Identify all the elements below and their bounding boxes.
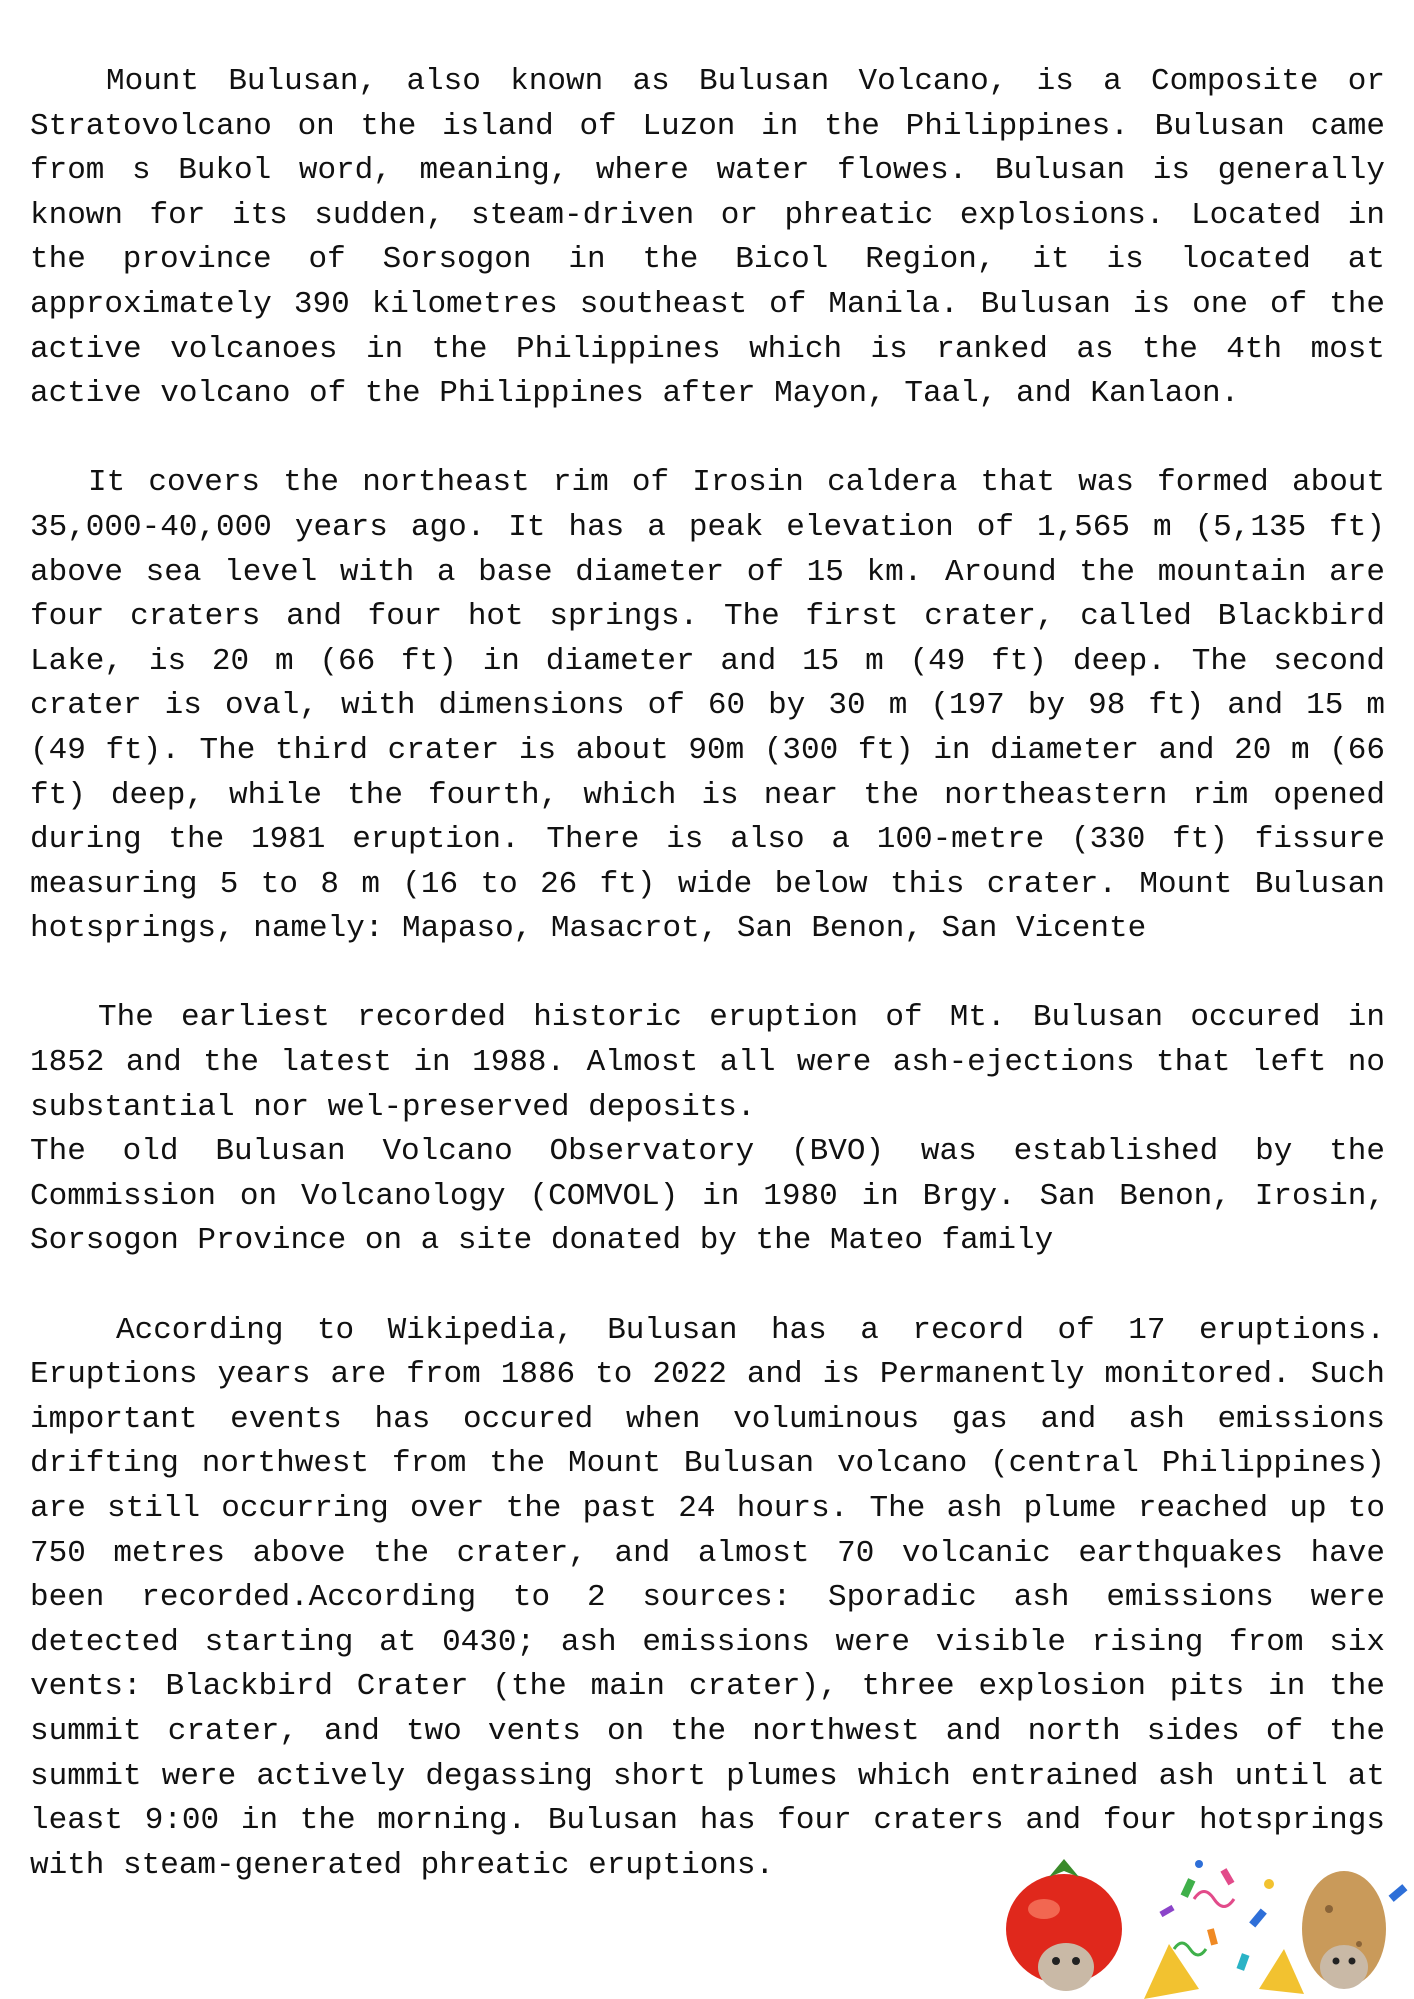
potato-cat-icon	[1302, 1871, 1407, 1989]
document-page	[30, 60, 1385, 1888]
tomato-cat-icon	[1006, 1859, 1122, 1991]
paragraph-gap	[30, 1264, 1385, 1309]
paragraph-2: It covers the northeast rim of Irosin caldera that was formed about 35,000-40,000 years ago. It has a peak elevation of 1,565 m (5,135 ft) above sea level with a base diameter of 15 km. Around the mountain are four craters and four hot springs. The first crater, called Blackbird Lake, is 20 m (66 ft) in diameter and 15 m (49 ft) deep. The second crater is oval, with dimensions of 60 by 30 m (197 by 98 ft) and 15 m (49 ft). The third crater is about 90m (300 ft) in diameter and 20 m (66 ft) deep, while the fourth, which is near the northeastern rim opened during the 1981 eruption. There is also a 100-metre (330 ft) fissure measuring 5 to 8 m (16 to 26 ft) wide below this crater. Mount Bulusan hotsprings, namely: Mapaso, Masacrot, San Benon, San Vicente	[30, 465, 1385, 947]
paragraph-4: The old Bulusan Volcano Observatory (BVO) was established by the Commission on Volcanology (COMVOL) in 1980 in Brgy. San Benon, Irosin, Sorsogon Province on a site donated by the Mateo family	[30, 1134, 1385, 1259]
paragraph-5: According to Wikipedia, Bulusan has a record of 17 eruptions. Eruptions years are from 1886 to 2022 and is Permanently monitored. Such important events has occured when voluminous gas and ash emissions drifting northwest from the Mount Bulusan volcano (central Philippines) are still occurring over the past 24 hours. The ash plume reached up to 750 metres above the crater, and almost 70 volcanic earthquakes have been recorded.According to 2 sources: Sporadic ash emissions were detected starting at 0430; ash emissions were visible rising from six vents: Blackbird Crater (the main crater), three explosion pits in the summit crater, and two vents on the northwest and north sides of the summit were actively degassing short plumes which entrained ash until at least 9:00 in the morning. Bulusan has four craters and four hotsprings with steam-generated phreatic eruptions.	[30, 1312, 1385, 1883]
party-sticker	[994, 1849, 1414, 1999]
confetti-icon	[1144, 1860, 1304, 1999]
paragraph-gap	[30, 417, 1385, 462]
paragraph-1: Mount Bulusan, also known as Bulusan Volcano, is a Composite or Stratovolcano on the island of Luzon in the Philippines. Bulusan came from s Bukol word, meaning, where water flowes. Bulusan is generally known for its sudden, steam-driven or phreatic explosions. Located in the province of Sorsogon in the Bicol Region, it is located at approximately 390 kilometres southeast of Manila. Bulusan is one of the active volcanoes in the Philippines which is ranked as the 4th most active volcano of the Philippines after Mayon, Taal, and Kanlaon.	[30, 64, 1385, 412]
paragraph-gap	[30, 952, 1385, 997]
paragraph-3: The earliest recorded historic eruption of Mt. Bulusan occured in 1852 and the latest in 1988. Almost all were ash-ejections that left no substantial nor wel-preserved deposits.	[30, 1000, 1385, 1125]
